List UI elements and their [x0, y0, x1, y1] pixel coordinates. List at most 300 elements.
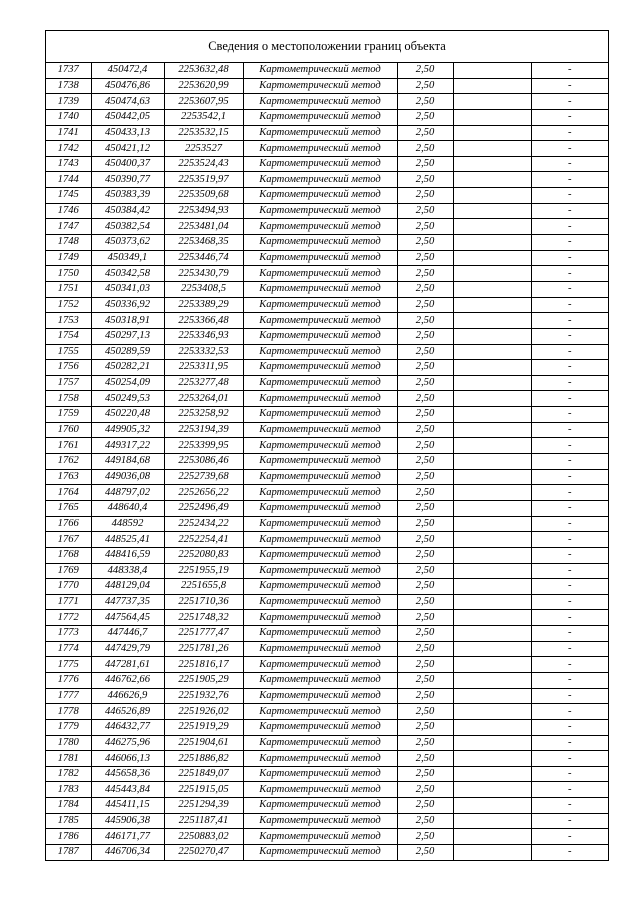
- coordinate-y-cell: 2253389,29: [164, 297, 243, 313]
- point-number-cell: 1775: [46, 657, 91, 673]
- blank-cell: [453, 313, 531, 329]
- blank-cell: [453, 250, 531, 266]
- note-cell: -: [531, 219, 608, 235]
- coordinate-x-cell: 447446,7: [91, 626, 164, 642]
- point-number-cell: 1742: [46, 141, 91, 157]
- blank-cell: [453, 422, 531, 438]
- method-cell: Картометрический метод: [243, 63, 397, 78]
- accuracy-cell: 2,50: [397, 344, 453, 360]
- coordinate-x-cell: 450433,13: [91, 125, 164, 141]
- table-row: [46, 735, 608, 751]
- method-cell: Картометрический метод: [243, 328, 397, 344]
- method-cell: Картометрический метод: [243, 375, 397, 391]
- coordinate-y-cell: 2252434,22: [164, 516, 243, 532]
- blank-cell: [453, 579, 531, 595]
- accuracy-cell: 2,50: [397, 485, 453, 501]
- note-cell: -: [531, 500, 608, 516]
- coordinate-x-cell: 447429,79: [91, 641, 164, 657]
- note-cell: -: [531, 641, 608, 657]
- table-row: [46, 532, 608, 548]
- method-cell: Картометрический метод: [243, 235, 397, 251]
- accuracy-cell: 2,50: [397, 798, 453, 814]
- coordinate-x-cell: 448525,41: [91, 532, 164, 548]
- method-cell: Картометрический метод: [243, 516, 397, 532]
- table-row: [46, 141, 608, 157]
- table-row: [46, 125, 608, 141]
- accuracy-cell: 2,50: [397, 203, 453, 219]
- coordinate-x-cell: 448338,4: [91, 563, 164, 579]
- blank-cell: [453, 798, 531, 814]
- note-cell: -: [531, 203, 608, 219]
- note-cell: -: [531, 516, 608, 532]
- blank-cell: [453, 94, 531, 110]
- note-cell: -: [531, 454, 608, 470]
- blank-cell: [453, 766, 531, 782]
- coordinate-y-cell: 2251919,29: [164, 719, 243, 735]
- coordinate-x-cell: 450289,59: [91, 344, 164, 360]
- coordinate-x-cell: 450384,42: [91, 203, 164, 219]
- method-cell: Картометрический метод: [243, 219, 397, 235]
- point-number-cell: 1765: [46, 500, 91, 516]
- point-number-cell: 1754: [46, 328, 91, 344]
- note-cell: -: [531, 798, 608, 814]
- blank-cell: [453, 813, 531, 829]
- note-cell: -: [531, 407, 608, 423]
- coordinate-x-cell: 450349,1: [91, 250, 164, 266]
- note-cell: -: [531, 672, 608, 688]
- method-cell: Картометрический метод: [243, 125, 397, 141]
- coordinates-table-body: [46, 63, 608, 860]
- accuracy-cell: 2,50: [397, 375, 453, 391]
- method-cell: Картометрический метод: [243, 626, 397, 642]
- coordinate-x-cell: 449905,32: [91, 422, 164, 438]
- method-cell: Картометрический метод: [243, 719, 397, 735]
- accuracy-cell: 2,50: [397, 281, 453, 297]
- point-number-cell: 1751: [46, 281, 91, 297]
- accuracy-cell: 2,50: [397, 626, 453, 642]
- coordinate-x-cell: 449184,68: [91, 454, 164, 470]
- table-row: [46, 78, 608, 94]
- method-cell: Картометрический метод: [243, 156, 397, 172]
- method-cell: Картометрический метод: [243, 610, 397, 626]
- note-cell: -: [531, 297, 608, 313]
- point-number-cell: 1785: [46, 813, 91, 829]
- note-cell: -: [531, 250, 608, 266]
- coordinate-x-cell: 450421,12: [91, 141, 164, 157]
- accuracy-cell: 2,50: [397, 688, 453, 704]
- coordinate-y-cell: 2251781,26: [164, 641, 243, 657]
- note-cell: -: [531, 704, 608, 720]
- table-row: [46, 845, 608, 860]
- point-number-cell: 1750: [46, 266, 91, 282]
- table-row: [46, 688, 608, 704]
- table-row: [46, 219, 608, 235]
- note-cell: -: [531, 313, 608, 329]
- method-cell: Картометрический метод: [243, 845, 397, 860]
- point-number-cell: 1764: [46, 485, 91, 501]
- method-cell: Картометрический метод: [243, 172, 397, 188]
- method-cell: Картометрический метод: [243, 281, 397, 297]
- table-row: [46, 94, 608, 110]
- coordinate-x-cell: 445411,15: [91, 798, 164, 814]
- note-cell: -: [531, 172, 608, 188]
- method-cell: Картометрический метод: [243, 657, 397, 673]
- note-cell: -: [531, 594, 608, 610]
- note-cell: -: [531, 63, 608, 78]
- table-row: [46, 610, 608, 626]
- coordinate-y-cell: 2251187,41: [164, 813, 243, 829]
- coordinate-x-cell: 445906,38: [91, 813, 164, 829]
- blank-cell: [453, 532, 531, 548]
- coordinate-y-cell: 2253366,48: [164, 313, 243, 329]
- point-number-cell: 1757: [46, 375, 91, 391]
- coordinate-x-cell: 449317,22: [91, 438, 164, 454]
- method-cell: Картометрический метод: [243, 594, 397, 610]
- method-cell: Картометрический метод: [243, 141, 397, 157]
- note-cell: -: [531, 141, 608, 157]
- accuracy-cell: 2,50: [397, 500, 453, 516]
- coordinate-y-cell: 2253277,48: [164, 375, 243, 391]
- table-row: [46, 407, 608, 423]
- blank-cell: [453, 156, 531, 172]
- table-row: [46, 563, 608, 579]
- accuracy-cell: 2,50: [397, 250, 453, 266]
- coordinate-y-cell: 2250883,02: [164, 829, 243, 845]
- method-cell: Картометрический метод: [243, 563, 397, 579]
- table-row: [46, 188, 608, 204]
- note-cell: -: [531, 328, 608, 344]
- point-number-cell: 1771: [46, 594, 91, 610]
- coordinate-y-cell: 2253527: [164, 141, 243, 157]
- blank-cell: [453, 203, 531, 219]
- blank-cell: [453, 266, 531, 282]
- accuracy-cell: 2,50: [397, 94, 453, 110]
- note-cell: -: [531, 375, 608, 391]
- point-number-cell: 1773: [46, 626, 91, 642]
- table-row: [46, 203, 608, 219]
- point-number-cell: 1749: [46, 250, 91, 266]
- coordinate-y-cell: 2253494,93: [164, 203, 243, 219]
- point-number-cell: 1769: [46, 563, 91, 579]
- table-row: [46, 438, 608, 454]
- blank-cell: [453, 125, 531, 141]
- method-cell: Картометрический метод: [243, 344, 397, 360]
- point-number-cell: 1748: [46, 235, 91, 251]
- method-cell: Картометрический метод: [243, 313, 397, 329]
- blank-cell: [453, 845, 531, 860]
- coordinate-x-cell: 448640,4: [91, 500, 164, 516]
- blank-cell: [453, 516, 531, 532]
- coordinates-table: [46, 63, 608, 860]
- table-row: [46, 156, 608, 172]
- blank-cell: [453, 751, 531, 767]
- method-cell: Картометрический метод: [243, 422, 397, 438]
- accuracy-cell: 2,50: [397, 766, 453, 782]
- note-cell: -: [531, 579, 608, 595]
- accuracy-cell: 2,50: [397, 219, 453, 235]
- method-cell: Картометрический метод: [243, 641, 397, 657]
- accuracy-cell: 2,50: [397, 407, 453, 423]
- point-number-cell: 1774: [46, 641, 91, 657]
- table-row: [46, 313, 608, 329]
- note-cell: -: [531, 751, 608, 767]
- note-cell: -: [531, 235, 608, 251]
- note-cell: -: [531, 485, 608, 501]
- coordinate-x-cell: 446171,77: [91, 829, 164, 845]
- blank-cell: [453, 344, 531, 360]
- coordinate-y-cell: 2252739,68: [164, 469, 243, 485]
- coordinate-y-cell: 2253408,5: [164, 281, 243, 297]
- table-row: [46, 516, 608, 532]
- accuracy-cell: 2,50: [397, 704, 453, 720]
- blank-cell: [453, 172, 531, 188]
- accuracy-cell: 2,50: [397, 719, 453, 735]
- coordinate-x-cell: 446526,89: [91, 704, 164, 720]
- accuracy-cell: 2,50: [397, 735, 453, 751]
- point-number-cell: 1740: [46, 109, 91, 125]
- table-row: [46, 63, 608, 78]
- note-cell: -: [531, 766, 608, 782]
- coordinate-y-cell: 2253446,74: [164, 250, 243, 266]
- accuracy-cell: 2,50: [397, 391, 453, 407]
- coordinate-y-cell: 2253524,43: [164, 156, 243, 172]
- coordinate-y-cell: 2251886,82: [164, 751, 243, 767]
- method-cell: Картометрический метод: [243, 500, 397, 516]
- method-cell: Картометрический метод: [243, 798, 397, 814]
- note-cell: -: [531, 626, 608, 642]
- note-cell: -: [531, 94, 608, 110]
- note-cell: -: [531, 735, 608, 751]
- coordinate-x-cell: 450383,39: [91, 188, 164, 204]
- blank-cell: [453, 407, 531, 423]
- blank-cell: [453, 547, 531, 563]
- note-cell: -: [567, 846, 572, 858]
- coordinate-y-cell: 2251777,47: [164, 626, 243, 642]
- accuracy-cell: 2,50: [397, 172, 453, 188]
- coordinate-x-cell: 445658,36: [91, 766, 164, 782]
- method-cell: Картометрический метод: [243, 94, 397, 110]
- method-cell: Картометрический метод: [243, 485, 397, 501]
- point-number-cell: 1781: [46, 751, 91, 767]
- point-number-cell: 1778: [46, 704, 91, 720]
- coordinate-x-cell: 450476,86: [91, 78, 164, 94]
- coordinate-x-cell: 450318,91: [91, 313, 164, 329]
- accuracy-cell: 2,50: [397, 188, 453, 204]
- point-number-cell: 1763: [46, 469, 91, 485]
- method-cell: Картометрический метод: [243, 78, 397, 94]
- accuracy-cell: 2,50: [397, 563, 453, 579]
- coordinate-x-cell: 450336,92: [91, 297, 164, 313]
- accuracy-cell: 2,50: [397, 610, 453, 626]
- coordinate-x-cell: 449036,08: [91, 469, 164, 485]
- point-number-cell: 1741: [46, 125, 91, 141]
- blank-cell: [453, 485, 531, 501]
- method-cell: Картометрический метод: [243, 672, 397, 688]
- point-number-cell: 1753: [46, 313, 91, 329]
- accuracy-cell: 2,50: [397, 125, 453, 141]
- blank-cell: [453, 719, 531, 735]
- point-number-cell: 1747: [46, 219, 91, 235]
- table-row: [46, 297, 608, 313]
- method-cell: Картометрический метод: [243, 688, 397, 704]
- blank-cell: [453, 375, 531, 391]
- accuracy-cell: 2,50: [397, 547, 453, 563]
- blank-cell: [453, 563, 531, 579]
- note-cell: -: [531, 125, 608, 141]
- method-cell: Картометрический метод: [243, 266, 397, 282]
- coordinate-y-cell: 2251915,05: [164, 782, 243, 798]
- coordinate-x-cell: 450254,09: [91, 375, 164, 391]
- accuracy-cell: 2,50: [397, 532, 453, 548]
- coordinate-x-cell: 446626,9: [91, 688, 164, 704]
- coordinate-y-cell: 2252496,49: [164, 500, 243, 516]
- coordinate-x-cell: 450373,62: [91, 235, 164, 251]
- table-row: [46, 657, 608, 673]
- blank-cell: [453, 297, 531, 313]
- table-row: [46, 829, 608, 845]
- boundary-coordinates-sheet: [45, 30, 609, 861]
- note-cell: -: [531, 563, 608, 579]
- method-cell: Картометрический метод: [243, 579, 397, 595]
- point-number-cell: 1768: [46, 547, 91, 563]
- table-row: [46, 579, 608, 595]
- blank-cell: [453, 657, 531, 673]
- table-row: [46, 344, 608, 360]
- accuracy-cell: 2,50: [397, 328, 453, 344]
- accuracy-cell: 2,50: [397, 845, 453, 860]
- blank-cell: [453, 610, 531, 626]
- method-cell: Картометрический метод: [243, 360, 397, 376]
- blank-cell: [453, 109, 531, 125]
- coordinate-x-cell: 450297,13: [91, 328, 164, 344]
- coordinate-y-cell: 2253332,53: [164, 344, 243, 360]
- table-row: [46, 235, 608, 251]
- coordinate-y-cell: 2253468,35: [164, 235, 243, 251]
- coordinate-y-cell: 2253532,15: [164, 125, 243, 141]
- table-row: [46, 266, 608, 282]
- blank-cell: [453, 782, 531, 798]
- blank-cell: [453, 704, 531, 720]
- coordinate-y-cell: 2251849,07: [164, 766, 243, 782]
- point-number-cell: 1783: [46, 782, 91, 798]
- table-row: [46, 798, 608, 814]
- method-cell: Картометрический метод: [243, 250, 397, 266]
- point-number-cell: 1743: [46, 156, 91, 172]
- coordinate-y-cell: 2251905,29: [164, 672, 243, 688]
- coordinate-y-cell: 2253519,97: [164, 172, 243, 188]
- table-row: [46, 626, 608, 642]
- coordinate-x-cell: 448797,02: [91, 485, 164, 501]
- blank-cell: [453, 78, 531, 94]
- point-number-cell: 1755: [46, 344, 91, 360]
- blank-cell: [453, 188, 531, 204]
- note-cell: -: [531, 391, 608, 407]
- coordinate-y-cell: 2251904,61: [164, 735, 243, 751]
- table-row: [46, 766, 608, 782]
- coordinate-x-cell: 445443,84: [91, 782, 164, 798]
- point-number-cell: 1744: [46, 172, 91, 188]
- method-cell: Картометрический метод: [243, 735, 397, 751]
- coordinate-x-cell: 450249,53: [91, 391, 164, 407]
- note-cell: -: [531, 281, 608, 297]
- coordinate-x-cell: 450382,54: [91, 219, 164, 235]
- accuracy-cell: 2,50: [397, 594, 453, 610]
- accuracy-cell: 2,50: [397, 109, 453, 125]
- point-number-cell: 1767: [46, 532, 91, 548]
- method-cell: Картометрический метод: [243, 407, 397, 423]
- accuracy-cell: 2,50: [397, 141, 453, 157]
- table-row: [46, 391, 608, 407]
- coordinate-x-cell: 450442,05: [91, 109, 164, 125]
- note-cell: -: [531, 688, 608, 704]
- method-cell: Картометрический метод: [243, 829, 397, 845]
- coordinate-y-cell: 2253264,01: [164, 391, 243, 407]
- note-cell: -: [531, 469, 608, 485]
- point-number-cell: 1752: [46, 297, 91, 313]
- coordinate-x-cell: 450390,77: [91, 172, 164, 188]
- method-cell: Картометрический метод: [243, 391, 397, 407]
- accuracy-cell: 2,50: [397, 813, 453, 829]
- point-number-cell: 1761: [46, 438, 91, 454]
- blank-cell: [453, 594, 531, 610]
- coordinate-y-cell: 2251294,39: [164, 798, 243, 814]
- note-cell: -: [531, 829, 608, 845]
- accuracy-cell: 2,50: [397, 438, 453, 454]
- coordinate-y-cell: 2251926,02: [164, 704, 243, 720]
- coordinate-x-cell: 446275,96: [91, 735, 164, 751]
- blank-cell: [453, 219, 531, 235]
- coordinate-x-cell: 448129,04: [91, 579, 164, 595]
- blank-cell: [453, 500, 531, 516]
- table-row: [46, 719, 608, 735]
- point-number-cell: 1770: [46, 579, 91, 595]
- coordinate-y-cell: 2253620,99: [164, 78, 243, 94]
- note-cell: -: [531, 109, 608, 125]
- blank-cell: [453, 235, 531, 251]
- sheet-title: Сведения о местоположении границ объекта: [46, 31, 608, 63]
- blank-cell: [453, 688, 531, 704]
- coordinate-y-cell: 2253481,04: [164, 219, 243, 235]
- table-row: [46, 500, 608, 516]
- coordinate-y-cell: 2253399,95: [164, 438, 243, 454]
- note-cell: -: [531, 156, 608, 172]
- blank-cell: [453, 63, 531, 78]
- note-cell: -: [531, 719, 608, 735]
- method-cell: Картометрический метод: [243, 532, 397, 548]
- accuracy-cell: 2,50: [397, 313, 453, 329]
- method-cell: Картометрический метод: [243, 203, 397, 219]
- coordinate-y-cell: 2251932,76: [164, 688, 243, 704]
- note-cell: -: [531, 532, 608, 548]
- table-row: [46, 547, 608, 563]
- method-cell: Картометрический метод: [243, 438, 397, 454]
- coordinate-y-cell: 2251748,32: [164, 610, 243, 626]
- point-number-cell: 1760: [46, 422, 91, 438]
- method-cell: Картометрический метод: [243, 109, 397, 125]
- coordinate-y-cell: 2251955,19: [164, 563, 243, 579]
- point-number-cell: 1737: [46, 63, 91, 78]
- point-number-cell: 1756: [46, 360, 91, 376]
- accuracy-cell: 2,50: [397, 516, 453, 532]
- note-cell: -: [531, 266, 608, 282]
- accuracy-cell: 2,50: [397, 829, 453, 845]
- point-number-cell: 1738: [46, 78, 91, 94]
- table-row: [46, 813, 608, 829]
- coordinate-y-cell: 2253542,1: [164, 109, 243, 125]
- coordinate-x-cell: 447564,45: [91, 610, 164, 626]
- coordinate-y-cell: 2253258,92: [164, 407, 243, 423]
- coordinate-x-cell: 450341,03: [91, 281, 164, 297]
